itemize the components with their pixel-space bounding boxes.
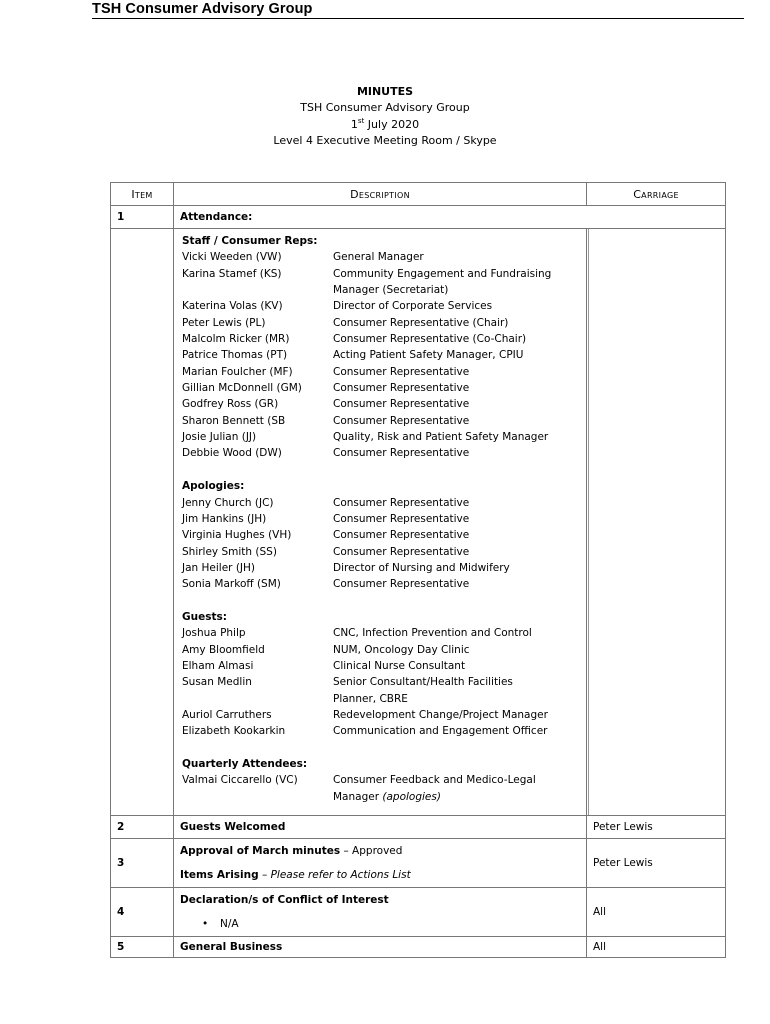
minutes-heading: MINUTES <box>356 85 414 98</box>
role-line: Communication and Engagement Officer <box>333 725 548 738</box>
role-line: Consumer Representative <box>333 414 470 427</box>
role-line: Consumer Representative <box>333 365 470 378</box>
list-item <box>182 298 586 314</box>
list-item <box>182 315 586 331</box>
role-line: Quality, Risk and Patient Safety Manager <box>333 431 549 444</box>
person-role <box>333 347 586 363</box>
attendance-list <box>174 229 586 815</box>
group-name: TSH Consumer Advisory Group <box>300 101 470 115</box>
row4-carriage: All <box>587 888 726 937</box>
person-role <box>333 331 586 347</box>
list-item <box>182 364 586 380</box>
person-name: Shirley Smith (SS) <box>182 545 277 558</box>
role-line: Consumer Representative <box>333 447 470 460</box>
row4-desc: Declaration/s of Conflict of Interest <box>180 894 389 907</box>
person-role <box>333 642 586 658</box>
person-name: Godfrey Ross (GR) <box>182 398 279 411</box>
page-header <box>92 0 744 19</box>
person-name: Debbie Wood (DW) <box>182 447 282 460</box>
date-rest: July 2020 <box>364 117 420 131</box>
person-role <box>333 298 586 314</box>
person-name: Elham Almasi <box>182 659 254 672</box>
row5-carriage: All <box>587 937 726 958</box>
person-role <box>333 658 586 674</box>
person-name: Vicki Weeden (VW) <box>182 251 282 264</box>
person-role <box>333 364 586 380</box>
person-name: Malcolm Ricker (MR) <box>182 333 290 346</box>
list-item <box>182 445 586 461</box>
person-role <box>333 511 586 527</box>
section-heading: Apologies: <box>182 480 245 493</box>
row3-desc-bold: Approval of March minutes <box>180 845 341 858</box>
row4-description <box>174 888 587 937</box>
person-name: Josie Julian (JJ) <box>182 431 257 444</box>
role-line: Consumer Representative <box>333 496 470 509</box>
row2-carriage: Peter Lewis <box>587 816 726 839</box>
role-line: Director of Nursing and Midwifery <box>333 561 510 574</box>
person-name: Susan Medlin <box>182 676 252 689</box>
person-name: Joshua Philp <box>182 627 246 640</box>
list-item <box>182 642 586 658</box>
role-line: Consumer Representative <box>333 398 470 411</box>
meeting-location: Level 4 Executive Meeting Room / Skype <box>273 134 497 148</box>
person-role <box>333 495 586 511</box>
spacer <box>182 593 586 609</box>
person-name: Sonia Markoff (SM) <box>182 578 281 591</box>
row3-desc2-bold: Items Arising <box>180 869 259 882</box>
row2-description: Guests Welcomed <box>174 816 587 839</box>
item-number: 1 <box>111 206 174 229</box>
meeting-date <box>0 117 770 133</box>
item-number: 5 <box>111 937 174 958</box>
list-item <box>182 249 586 265</box>
person-role <box>333 413 586 429</box>
column-divider <box>588 229 589 815</box>
list-item <box>182 560 586 576</box>
person-name: Karina Stamef (KS) <box>182 267 282 280</box>
person-name: Elizabeth Kookarkin <box>182 725 286 738</box>
table-header-row <box>111 183 726 206</box>
person-name: Katerina Volas (KV) <box>182 300 283 313</box>
role-line: General Manager <box>333 251 424 264</box>
role-line: Redevelopment Change/Project Manager <box>333 708 548 721</box>
list-item <box>182 625 586 641</box>
person-name: Gillian McDonnell (GM) <box>182 382 302 395</box>
list-item <box>182 380 586 396</box>
attendance-row <box>111 229 726 816</box>
list-item <box>182 495 586 511</box>
list-item <box>182 576 586 592</box>
role-line-2-text: Manager (Secretariat) <box>333 284 449 297</box>
section-heading: Staff / Consumer Reps: <box>182 235 318 247</box>
role-line: Consumer Representative <box>333 382 470 395</box>
person-role <box>333 723 586 739</box>
list-item <box>182 266 586 299</box>
role-line-2-text: Manager <box>333 790 383 803</box>
person-name: Valmai Ciccarello (VC) <box>182 774 298 787</box>
spacer <box>182 740 586 756</box>
table-row <box>111 937 726 958</box>
minutes-table <box>110 182 726 958</box>
person-role <box>333 625 586 641</box>
person-role <box>333 445 586 461</box>
role-line: Director of Corporate Services <box>333 300 493 313</box>
role-line: Consumer Representative <box>333 545 470 558</box>
item-number: 4 <box>111 888 174 937</box>
section-heading: Guests: <box>182 610 227 623</box>
list-item <box>182 331 586 347</box>
person-role <box>333 772 586 805</box>
role-line-2 <box>333 282 586 298</box>
role-line: Community Engagement and Fundraising <box>333 267 552 280</box>
list-item <box>182 413 586 429</box>
person-role <box>333 527 586 543</box>
person-role <box>333 429 586 445</box>
role-line: Consumer Representative <box>333 529 470 542</box>
person-role <box>333 249 586 265</box>
role-line: Consumer Feedback and Medico-Legal <box>333 774 536 787</box>
table-row <box>111 816 726 839</box>
role-line: CNC, Infection Prevention and Control <box>333 627 532 640</box>
person-role <box>333 315 586 331</box>
list-item <box>182 658 586 674</box>
role-line: NUM, Oncology Day Clinic <box>333 643 470 656</box>
role-line: Senior Consultant/Health Facilities <box>333 676 513 689</box>
col-item-header: Item <box>131 187 153 201</box>
person-name: Patrice Thomas (PT) <box>182 349 288 362</box>
table-row <box>111 839 726 888</box>
row4-bullet: • N/A <box>180 912 580 936</box>
role-note: (apologies) <box>382 790 441 803</box>
list-item <box>182 347 586 363</box>
row3-desc-rest: – Approved <box>340 845 403 858</box>
title-block <box>0 84 770 150</box>
list-item <box>182 772 586 805</box>
list-item <box>182 674 586 707</box>
role-line: Clinical Nurse Consultant <box>333 659 466 672</box>
person-name: Sharon Bennett (SB <box>182 414 286 427</box>
attendance-title: Attendance: <box>174 206 726 229</box>
list-item <box>182 396 586 412</box>
role-line: Consumer Representative (Chair) <box>333 316 509 329</box>
role-line-2-text: Planner, CBRE <box>333 692 408 705</box>
row3-description <box>174 839 587 888</box>
role-line: Consumer Representative <box>333 512 470 525</box>
attendance-cell <box>174 229 587 816</box>
date-day: 1 <box>350 117 358 131</box>
date-sup: st <box>357 116 365 125</box>
item-number: 3 <box>111 839 174 888</box>
list-item <box>182 723 586 739</box>
person-role <box>333 560 586 576</box>
table-row <box>111 888 726 937</box>
row3-desc2-dash: – <box>258 869 271 882</box>
row3-carriage: Peter Lewis <box>587 839 726 888</box>
list-item <box>182 544 586 560</box>
person-name: Auriol Carruthers <box>182 708 272 721</box>
role-line-2 <box>333 789 586 805</box>
person-name: Marian Foulcher (MF) <box>182 365 293 378</box>
row5-description: General Business <box>174 937 587 958</box>
person-name: Jenny Church (JC) <box>182 496 274 509</box>
table-row <box>111 206 726 229</box>
role-line: Consumer Representative <box>333 578 470 591</box>
person-role <box>333 674 586 707</box>
person-role <box>333 576 586 592</box>
list-item <box>182 527 586 543</box>
person-name: Virginia Hughes (VH) <box>182 529 292 542</box>
item-number: 2 <box>111 816 174 839</box>
person-role <box>333 707 586 723</box>
person-name: Jim Hankins (JH) <box>182 512 267 525</box>
role-line-2 <box>333 691 586 707</box>
role-line: Consumer Representative (Co-Chair) <box>333 333 527 346</box>
list-item <box>182 429 586 445</box>
section-heading: Quarterly Attendees: <box>182 758 308 770</box>
person-name: Peter Lewis (PL) <box>182 316 266 329</box>
list-item <box>182 511 586 527</box>
person-role <box>333 266 586 299</box>
person-name: Jan Heiler (JH) <box>182 561 256 574</box>
list-item <box>182 707 586 723</box>
person-role <box>333 544 586 560</box>
person-role <box>333 380 586 396</box>
col-carriage-header: Carriage <box>633 187 679 201</box>
col-desc-header: Description <box>350 187 410 201</box>
header-title: TSH Consumer Advisory Group <box>92 1 313 17</box>
person-role <box>333 396 586 412</box>
person-name: Amy Bloomfield <box>182 643 265 656</box>
row3-desc2-italic: Please refer to Actions List <box>270 869 411 882</box>
spacer <box>182 462 586 478</box>
role-line: Acting Patient Safety Manager, CPIU <box>333 349 524 362</box>
